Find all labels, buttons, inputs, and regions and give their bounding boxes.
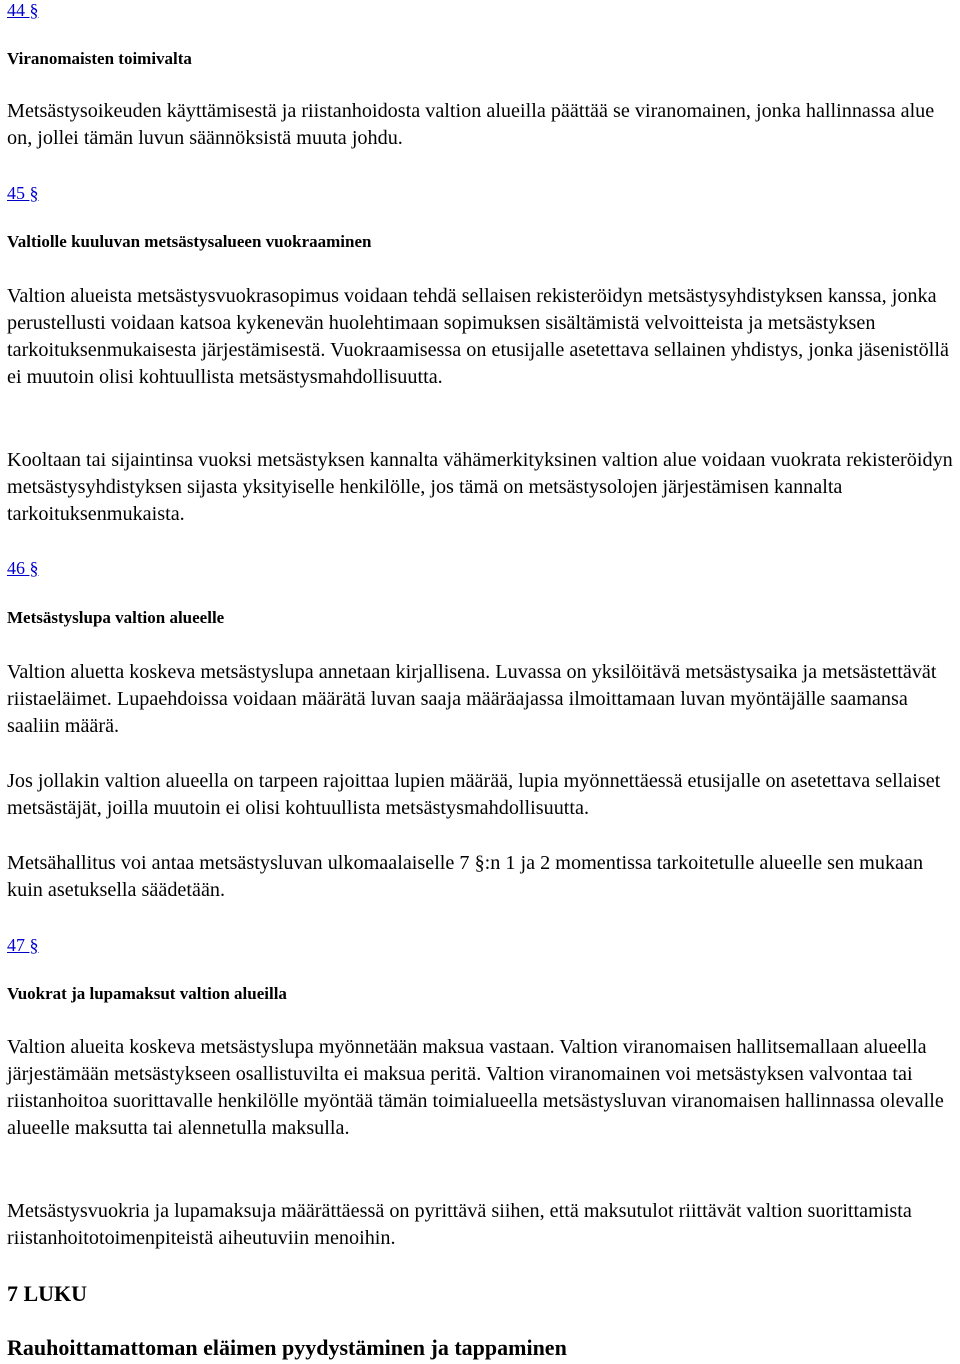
- section-46-paragraph-3: Metsähallitus voi antaa metsästysluvan ulkomaalaiselle 7 §:n 1 ja 2 momentissa tarkoitetulle alueelle sen mukaan kuin asetuksella säädetään.: [7, 852, 924, 901]
- section-44-link[interactable]: 44 §: [7, 0, 39, 20]
- chapter-title: Rauhoittamattoman eläimen pyydystäminen ja tappaminen: [7, 1335, 567, 1360]
- section-46-paragraph-2: Jos jollakin valtion alueella on tarpeen rajoittaa lupien määrää, lupia myönnettäessä etusijalle on asetettava sellaiset metsästäjät, joilla muutoin ei olisi kohtuullista metsästysmahdollisuutta.: [7, 770, 941, 819]
- chapter-heading: 7 LUKU: [7, 1281, 88, 1306]
- section-47-paragraph-1: Valtion alueita koskeva metsästyslupa myönnetään maksua vastaan. Valtion viranomaisen hallitsemallaan alueella järjestämään metsästykseen osallistuvilta ei maksua peritä. Valtion viranomainen voi metsästyksen valvontaa tai riistanhoitoa suorittavalle henkilölle myöntää tämän toimialueella metsästysluvan viranomaisen hallinnassa olevalle alueelle maksutta tai alennetulla maksulla.: [7, 1036, 944, 1139]
- section-44-paragraph-1: Metsästysoikeuden käyttämisestä ja riistanhoidosta valtion alueilla päättää se viranomainen, jonka hallinnassa alue on, jollei tämän luvun säännöksistä muuta johdu.: [7, 100, 935, 149]
- section-45-paragraph-2: Kooltaan tai sijaintinsa vuoksi metsästyksen kannalta vähämerkityksinen valtion alue voidaan vuokrata rekisteröidyn metsästysyhdistyksen sijasta yksityiselle henkilölle, jos tämä on metsästysolojen järjestämisen kannalta tarkoituksenmukaista.: [7, 449, 953, 525]
- section-47-link[interactable]: 47 §: [7, 935, 39, 955]
- section-45-title: Valtiolle kuuluvan metsästysalueen vuokraaminen: [7, 232, 372, 251]
- section-45-paragraph-1: Valtion alueista metsästysvuokrasopimus voidaan tehdä sellaisen rekisteröidyn metsästysyhdistyksen kanssa, jonka perustellusti voidaan katsoa kykenevän huolehtimaan sopimuksen sisältämistä velvoitteista ja metsästyksen tarkoituksenmukaisesta järjestämisestä. Vuokraamisessa on etusijalle asetettava sellainen yhdistys, jonka jäsenistöllä ei muutoin olisi kohtuullista metsästysmahdollisuutta.: [7, 285, 949, 388]
- section-46-paragraph-1: Valtion aluetta koskeva metsästyslupa annetaan kirjallisena. Luvassa on yksilöitävä metsästysaika ja metsästettävät riistaeläimet. Lupaehdoissa voidaan määrätä luvan saaja määräajassa ilmoittamaan luvan myöntäjälle saamansa saaliin määrä.: [7, 661, 937, 737]
- section-45-link[interactable]: 45 §: [7, 183, 39, 203]
- section-46-title: Metsästyslupa valtion alueelle: [7, 608, 225, 627]
- section-46-link[interactable]: 46 §: [7, 558, 39, 578]
- section-47-paragraph-2: Metsästysvuokria ja lupamaksuja määrättäessä on pyrittävä siihen, että maksutulot riittävät valtion suorittamista riistanhoitotoimenpiteistä aiheutuviin menoihin.: [7, 1200, 912, 1249]
- section-47-title: Vuokrat ja lupamaksut valtion alueilla: [7, 984, 287, 1003]
- section-44-title: Viranomaisten toimivalta: [7, 49, 192, 68]
